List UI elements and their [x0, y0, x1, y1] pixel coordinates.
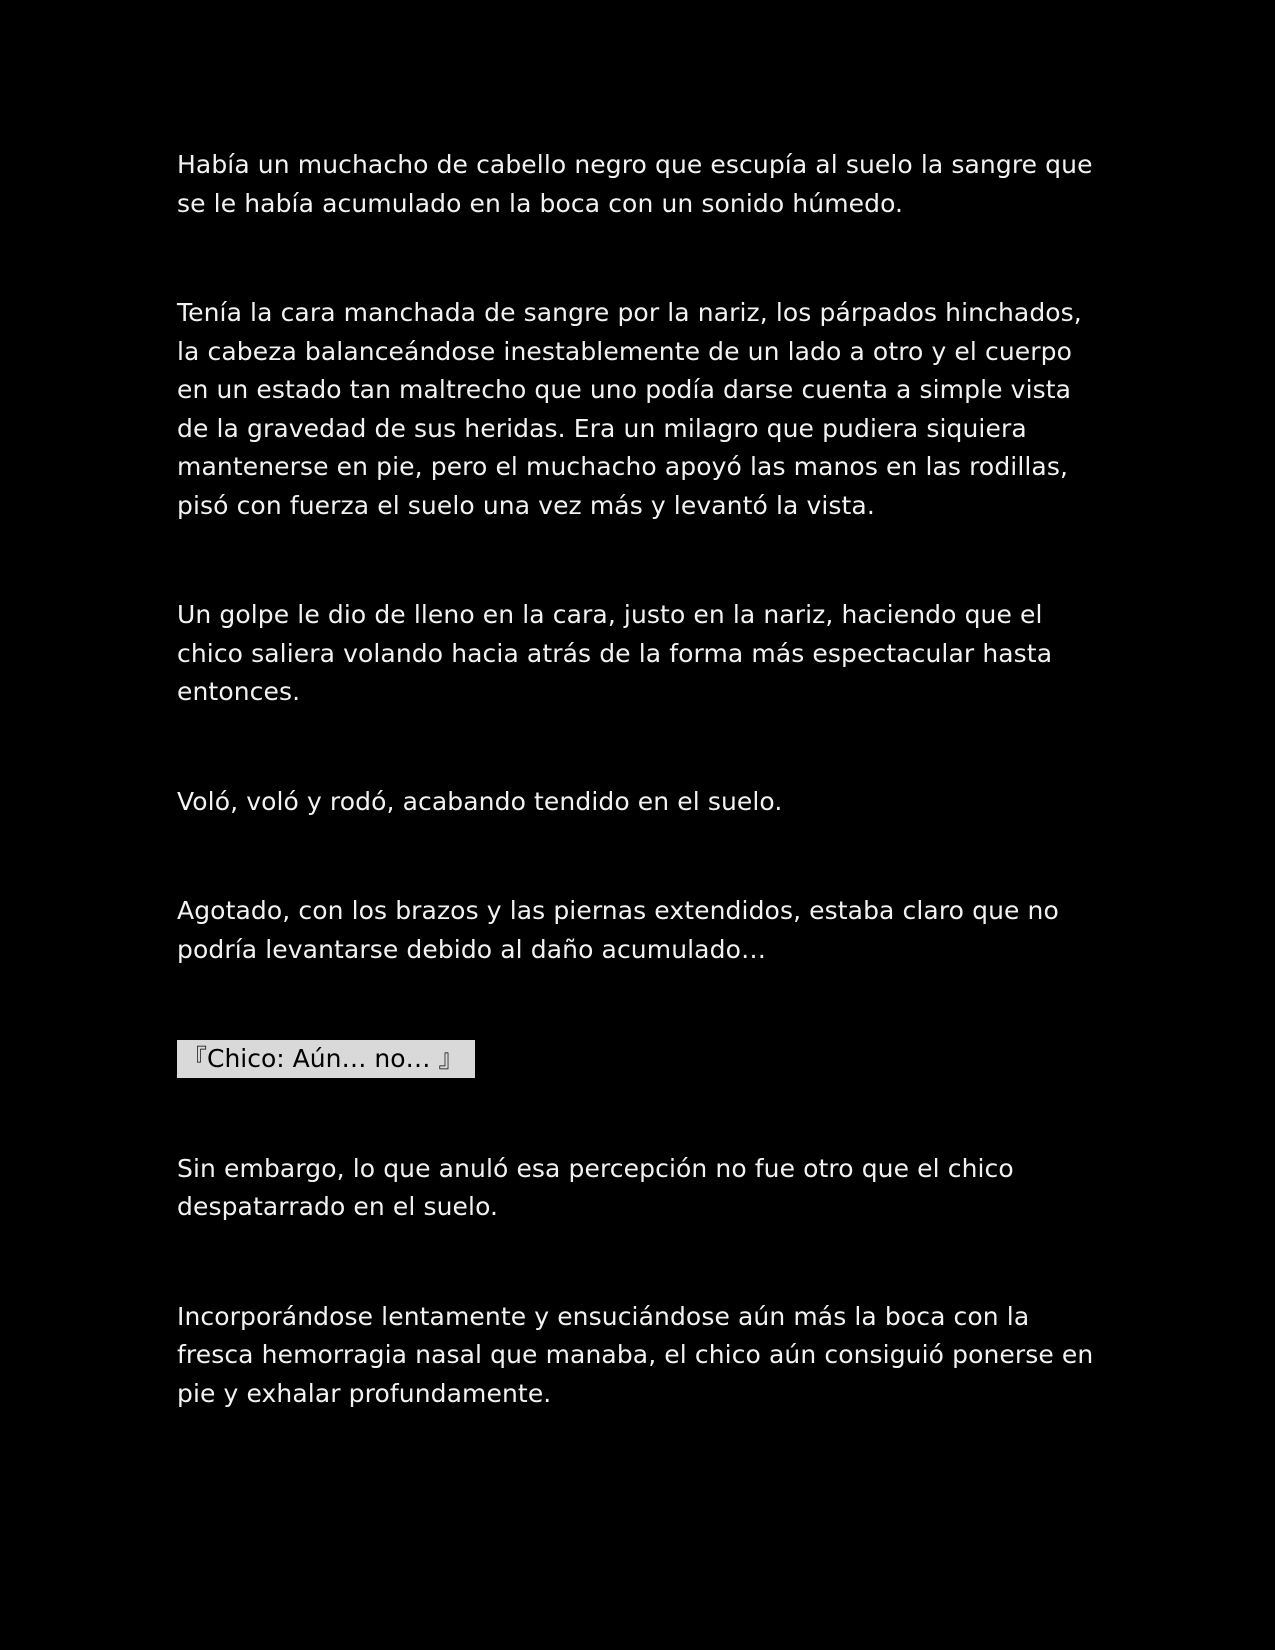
dialogue-line: 『Chico: Aún… no… 』 [177, 1040, 475, 1078]
paragraph-7: Incorporándose lentamente y ensuciándose aún más la boca con la fresca hemorragia nasal que manaba, el chico aún consiguió ponerse en pie y exhalar profundamente. [177, 1301, 1094, 1408]
paragraph-4: Voló, voló y rodó, acabando tendido en el suelo. [177, 786, 783, 816]
paragraph-2: Tenía la cara manchada de sangre por la nariz, los párpados hinchados, la cabeza balanceándose inestablemente de un lado a otro y el cuerpo en un estado tan maltrecho que uno podía darse cuenta a simple vista de la gravedad de sus heridas. Era un milagro que pudiera siquiera mantenerse en pie, pero el muchacho apoyó las manos en las rodillas, pisó con fuerza el suelo una vez más y levantó la vista. [177, 298, 1082, 520]
document-page [177, 146, 1107, 1413]
paragraph-5: Agotado, con los brazos y las piernas extendidos, estaba claro que no podría levantarse debido al daño acumulado… [177, 896, 1059, 964]
dialogue-block [177, 1040, 1107, 1079]
paragraph-3: Un golpe le dio de lleno en la cara, justo en la nariz, haciendo que el chico saliera volando hacia atrás de la forma más espectacular hasta entonces. [177, 600, 1053, 706]
paragraph-6: Sin embargo, lo que anuló esa percepción no fue otro que el chico despatarrado en el suelo. [177, 1153, 1014, 1221]
paragraph-1: Había un muchacho de cabello negro que escupía al suelo la sangre que se le había acumulado en la boca con un sonido húmedo. [177, 150, 1093, 218]
